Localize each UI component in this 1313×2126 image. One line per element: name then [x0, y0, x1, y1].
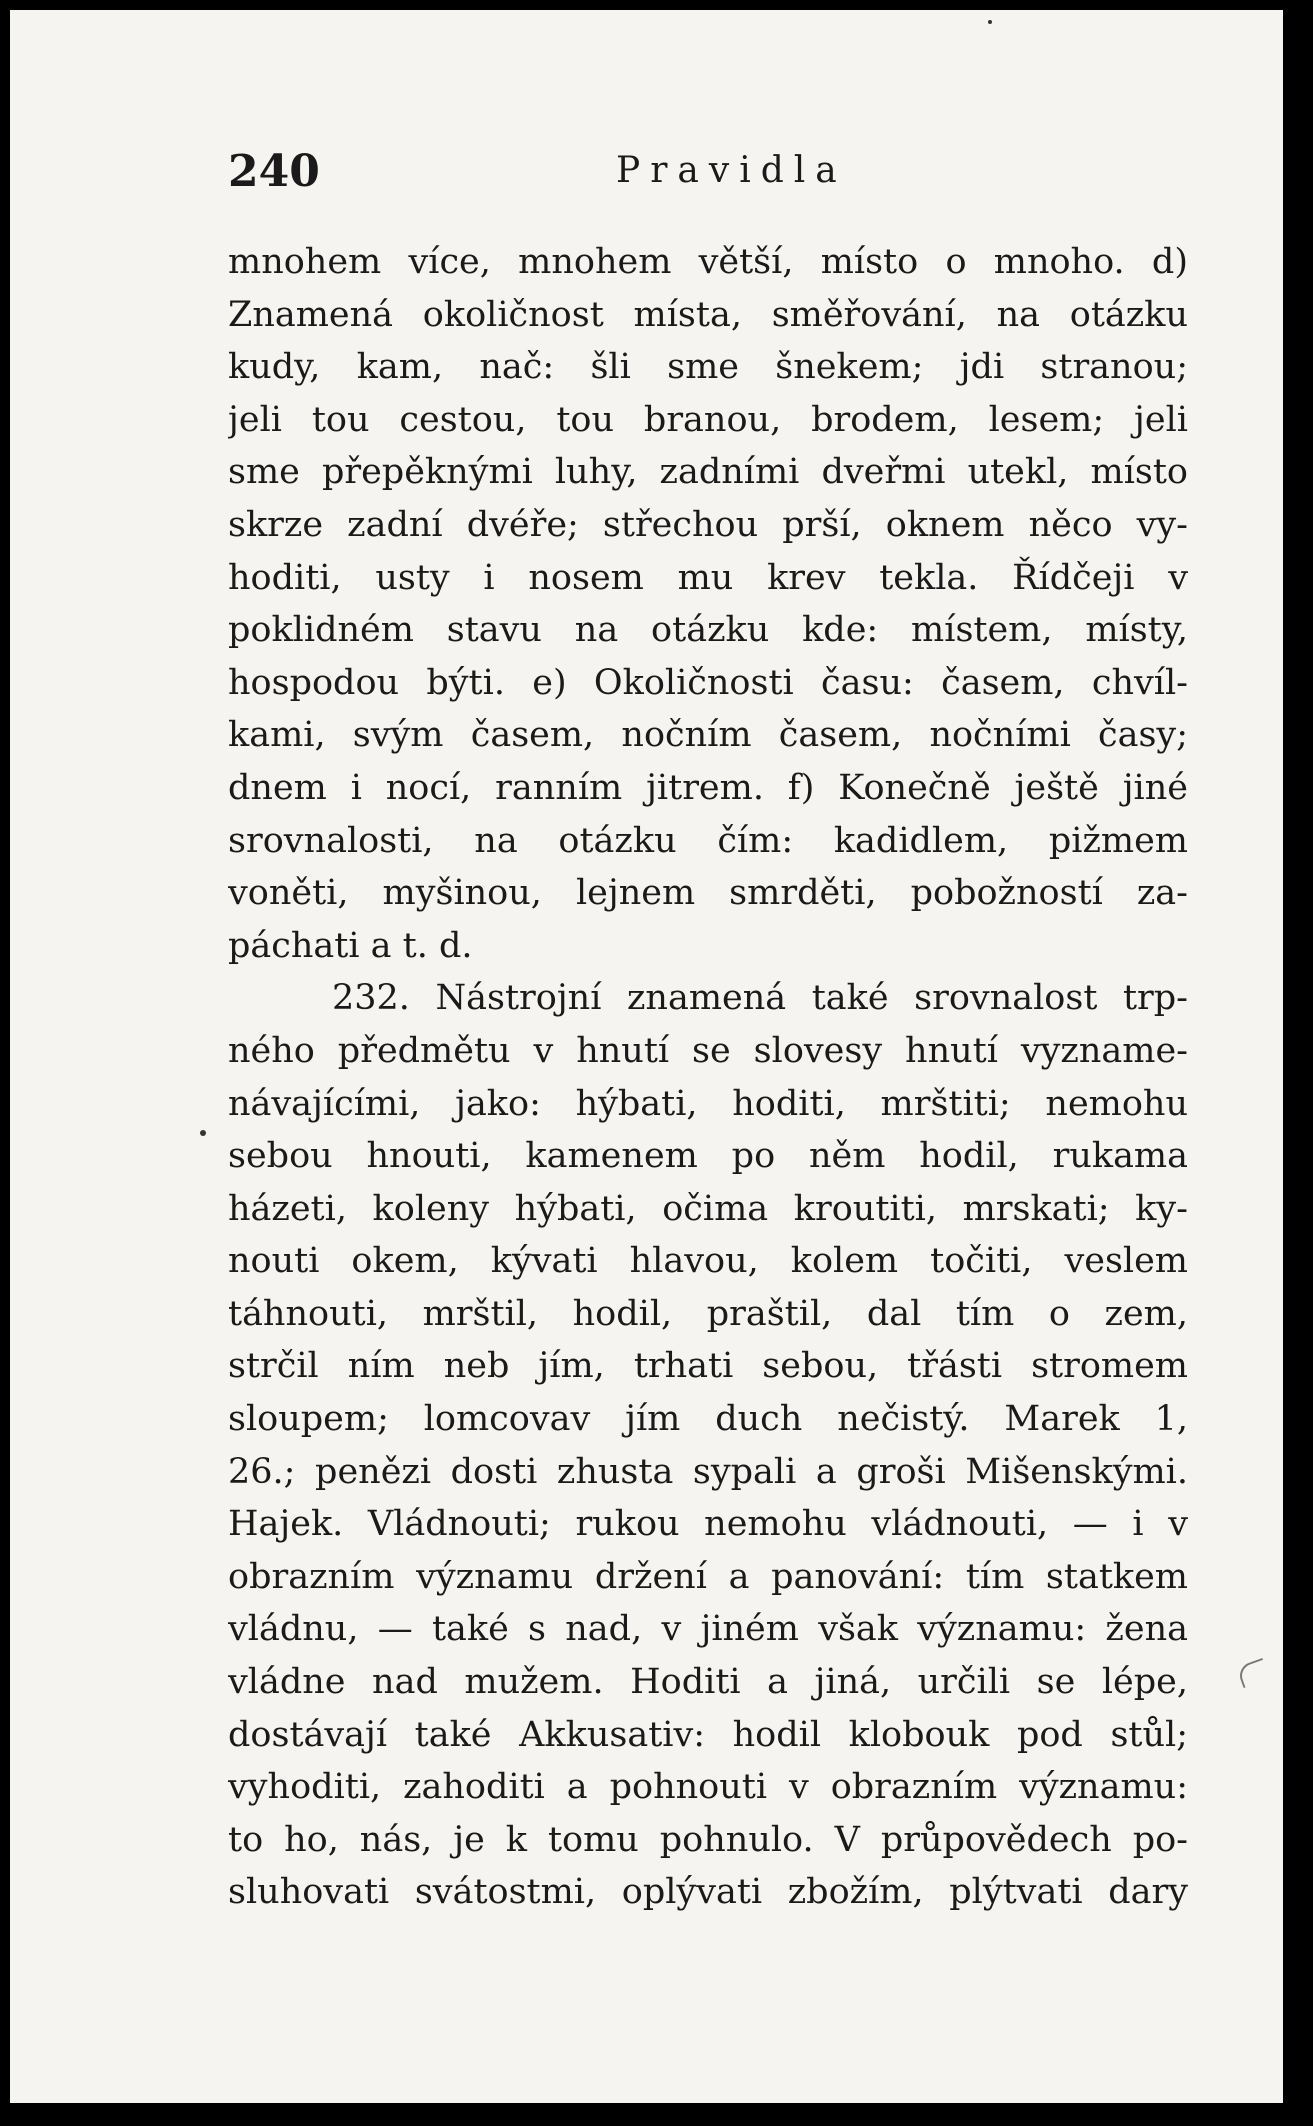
text-line: strčil ním neb jím, trhati sebou, třásti stromem [228, 1346, 1188, 1387]
text-line: poklidném stavu na otázku kde: místem, místy, [228, 610, 1188, 651]
text-line: nouti okem, kývati hlavou, kolem točiti, veslem [228, 1241, 1188, 1282]
text-line: voněti, myšinou, lejnem smrděti, pobožností za- [228, 873, 1188, 914]
text-line: kami, svým časem, nočním časem, nočními časy; [228, 715, 1188, 756]
body-text [228, 236, 1188, 1919]
text-line: vyhoditi, zahoditi a pohnouti v obrazním významu: [228, 1767, 1188, 1808]
text-line: obrazním významu držení a panování: tím statkem [228, 1556, 1188, 1597]
running-title: Pravidla [616, 150, 847, 191]
text-line: vládnu, — také s nad, v jiném však významu: žena [228, 1609, 1188, 1650]
text-line: to ho, nás, je k tomu pohnulo. V průpovědech po- [228, 1819, 1188, 1860]
text-line: sloupem; lomcovav jím duch nečistý. Marek 1, [228, 1399, 1188, 1440]
text-line: dostávají také Akkusativ: hodil klobouk pod stůl; [228, 1714, 1188, 1755]
text-line: 26.; penězi dosti zhusta sypali a groši Mišenskými. [228, 1451, 1188, 1492]
text-line: skrze zadní dvéře; střechou prší, oknem něco vy- [228, 504, 1188, 545]
scan-speck [200, 1130, 206, 1136]
text-line: hoditi, usty i nosem mu krev tekla. Řídčeji v [228, 557, 1188, 598]
text-line: táhnouti, mrštil, hodil, praštil, dal tím o zem, [228, 1293, 1188, 1334]
scan-border [1283, 0, 1313, 2126]
text-line: sebou hnouti, kamenem po něm hodil, rukama [228, 1136, 1188, 1177]
text-line: dnem i nocí, ranním jitrem. f) Konečně ještě jiné [228, 767, 1188, 808]
text-line: házeti, koleny hýbati, očima kroutiti, mrskati; ky- [228, 1188, 1188, 1229]
scan-speck [988, 20, 992, 24]
text-line: kudy, kam, nač: šli sme šnekem; jdi stranou; [228, 347, 1188, 388]
text-line: jeli tou cestou, tou branou, brodem, lesem; jeli [228, 399, 1188, 440]
text-line: Znamená okoličnost místa, směřování, na otázku [228, 294, 1188, 335]
text-line: sluhovati svátostmi, oplývati zbožím, plýtvati dary [228, 1872, 1188, 1913]
paragraph-start: 232. Nástrojní znamená také srovnalost trp- [332, 978, 1188, 1019]
page-number: 240 [228, 146, 320, 197]
text-line: hospodou býti. e) Okoličnosti času: časem, chvíl- [228, 662, 1188, 703]
text-line: Hajek. Vládnouti; rukou nemohu vládnouti, — i v [228, 1504, 1188, 1545]
page-header [228, 146, 1188, 206]
text-line: srovnalosti, na otázku čím: kadidlem, pižmem [228, 820, 1188, 861]
text-line: vládne nad mužem. Hoditi a jiná, určili se lépe, [228, 1662, 1188, 1703]
text-line: sme přepěknými luhy, zadními dveřmi utekl, místo [228, 452, 1188, 493]
text-line: páchati a t. d. [228, 925, 473, 966]
text-line: návajícími, jako: hýbati, hoditi, mrštiti; nemohu [228, 1083, 1188, 1124]
text-line: mnohem více, mnohem větší, místo o mnoho. d) [228, 242, 1188, 282]
text-line: ného předmětu v hnutí se slovesy hnutí vyzname- [228, 1030, 1188, 1071]
